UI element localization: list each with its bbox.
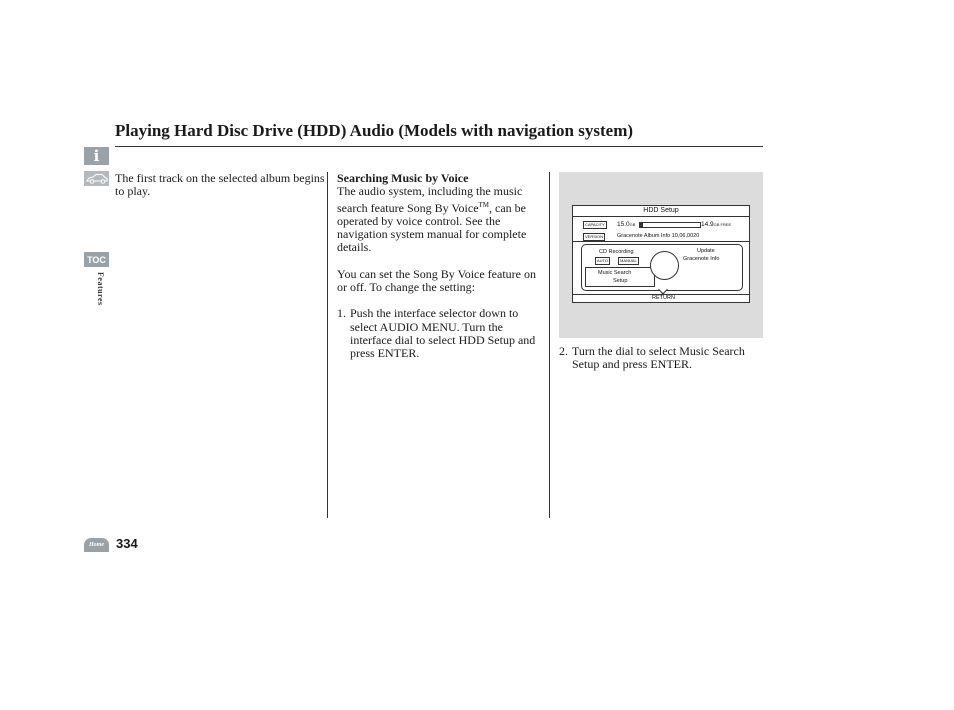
step-2-text: Turn the dial to select Music Search Setup and press ENTER.	[572, 344, 745, 372]
step-1-number: 1.	[337, 306, 346, 321]
screen-info-rule	[573, 241, 749, 242]
free-value: 14.9	[701, 221, 714, 228]
menu-cd-recording[interactable]: CD Recording	[599, 249, 634, 255]
interface-dial	[650, 251, 679, 280]
info-icon: i	[93, 147, 100, 165]
car-icon	[86, 173, 108, 184]
menu-setup: Setup	[613, 278, 628, 284]
section-heading: Searching Music by Voice	[337, 171, 469, 185]
auto-option[interactable]: AUTO	[597, 258, 609, 263]
capacity-bar	[639, 222, 701, 228]
capacity-label: CAPACITY	[585, 222, 605, 227]
column-divider-1	[327, 172, 328, 518]
column-2	[337, 172, 542, 361]
manual-option[interactable]: MANUAL	[620, 258, 637, 263]
screen-title-rule	[573, 216, 749, 217]
free-unit: GB FREE	[713, 222, 732, 227]
return-label[interactable]: RETURN	[652, 295, 675, 301]
side-section-label: Features	[96, 272, 105, 306]
col2-para1	[337, 185, 542, 254]
col2-para2: You can set the Song By Voice feature on or off. To change the setting:	[337, 266, 536, 295]
capacity-unit: GB	[629, 222, 636, 227]
version-label: VERSION	[585, 234, 604, 239]
column-1	[115, 172, 325, 199]
screen-title: HDD Setup	[643, 207, 679, 214]
para1-text-a: The audio system, including the music search feature Song By Voice	[337, 184, 523, 215]
hdd-setup-screen	[572, 205, 750, 303]
title-rule	[115, 146, 763, 147]
free-wrap	[701, 221, 731, 228]
toc-tab[interactable]	[84, 252, 109, 267]
car-tab[interactable]	[84, 171, 109, 186]
step-2-number: 2.	[559, 344, 568, 358]
menu-update[interactable]: Update	[697, 248, 715, 254]
capacity-value: 15.0	[617, 221, 630, 228]
trademark: TM	[478, 200, 490, 209]
step-1-text: Push the interface selector down to select AUDIO MENU. Turn the interface dial to select HDD Setup and press ENTER.	[350, 306, 536, 361]
column-3	[559, 345, 759, 372]
step-2	[559, 345, 759, 372]
menu-gracenote-info[interactable]: Gracenote Info	[683, 256, 720, 262]
version-text: Gracenote Album Info 10,06,0020	[617, 233, 700, 239]
col1-text: The first track on the selected album begins to play.	[115, 171, 325, 199]
capacity-value-wrap	[617, 221, 635, 228]
step-1	[337, 307, 542, 360]
info-tab[interactable]	[84, 147, 109, 165]
page-number: 334	[116, 536, 138, 551]
home-tab[interactable]	[84, 538, 109, 552]
para1-text-b: , can be operated by voice control. See the navigation system manual for complete details.	[337, 200, 527, 255]
home-label: Home	[89, 542, 104, 548]
column-divider-2	[549, 172, 550, 518]
menu-music-search: Music Search	[598, 270, 632, 276]
page-title: Playing Hard Disc Drive (HDD) Audio (Models with navigation system)	[115, 121, 634, 140]
toc-label: TOC	[87, 254, 106, 265]
